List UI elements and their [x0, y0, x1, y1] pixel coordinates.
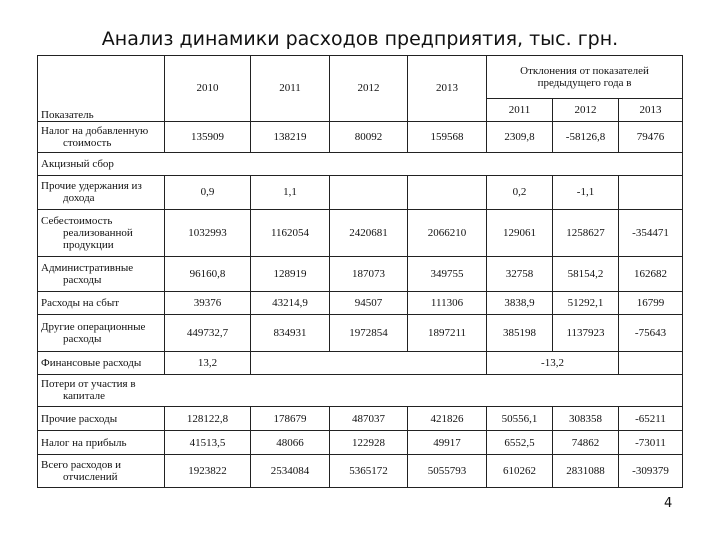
- cell: 487037: [330, 407, 408, 431]
- cell: 178679: [251, 407, 330, 431]
- row-label: [38, 121, 165, 152]
- cell: 41513,5: [165, 431, 251, 455]
- cell: 32758: [487, 257, 553, 292]
- cell: 610262: [487, 454, 553, 487]
- cell: -73011: [619, 431, 683, 455]
- cell: 349755: [408, 257, 487, 292]
- header-indicator: [38, 56, 165, 122]
- table-row: [38, 121, 683, 152]
- row-label: [38, 314, 165, 351]
- cell: 111306: [408, 292, 487, 315]
- cell: 79476: [619, 121, 683, 152]
- cell: 138219: [251, 121, 330, 152]
- cell: 1897211: [408, 314, 487, 351]
- row-label: [38, 454, 165, 487]
- header-deviation-title: Отклонения от показателей предыдущего года в: [487, 56, 683, 99]
- cell: 96160,8: [165, 257, 251, 292]
- cell: 49917: [408, 431, 487, 455]
- row-label-line2: стоимость: [63, 136, 112, 149]
- cell: 48066: [251, 431, 330, 455]
- cell: 1,1: [251, 175, 330, 209]
- table-row: [38, 351, 683, 374]
- row-label-line2: реализованной продукции: [63, 226, 133, 251]
- row-label-line2: дохода: [63, 192, 95, 205]
- cell: 5365172: [330, 454, 408, 487]
- cell: 187073: [330, 257, 408, 292]
- row-label-line1: Налог на добавленную: [41, 124, 149, 137]
- row-label: [38, 209, 165, 256]
- row-label-line1: Прочие удержания из: [41, 180, 142, 193]
- header-row-1: [38, 56, 683, 99]
- header-year-2011: 2011: [251, 56, 330, 122]
- table-row: [38, 314, 683, 351]
- header-indicator-label: Показатель: [41, 108, 94, 121]
- cell: 129061: [487, 209, 553, 256]
- cell: 39376: [165, 292, 251, 315]
- cell: 162682: [619, 257, 683, 292]
- cell: -354471: [619, 209, 683, 256]
- cell: [408, 175, 487, 209]
- row-label-line2: расходы: [63, 332, 102, 345]
- cell: 834931: [251, 314, 330, 351]
- header-year-2010: 2010: [165, 56, 251, 122]
- row-label: [38, 374, 683, 407]
- page-title: Анализ динамики расходов предприятия, тыс. грн.: [101, 28, 619, 50]
- row-label: Прочие расходы: [38, 407, 165, 431]
- row-label: [38, 175, 165, 209]
- cell: 308358: [553, 407, 619, 431]
- cell: -309379: [619, 454, 683, 487]
- cell: -1,1: [553, 175, 619, 209]
- cell: 50556,1: [487, 407, 553, 431]
- cell: [619, 351, 683, 374]
- table-row: [38, 374, 683, 407]
- row-label: Расходы на сбыт: [38, 292, 165, 315]
- cell: [251, 351, 487, 374]
- cell: 5055793: [408, 454, 487, 487]
- row-label: [38, 257, 165, 292]
- table-row: [38, 292, 683, 315]
- row-label-line2: отчислений: [63, 470, 118, 483]
- row-label: Налог на прибыль: [38, 431, 165, 455]
- table-row: [38, 209, 683, 256]
- table-row: [38, 175, 683, 209]
- header-deviation-2012: 2012: [553, 99, 619, 122]
- row-label-line1: Административные: [41, 262, 134, 275]
- cell: 0,2: [487, 175, 553, 209]
- row-label-line2: расходы: [63, 274, 102, 287]
- cell: 58154,2: [553, 257, 619, 292]
- cell: 16799: [619, 292, 683, 315]
- cell: 74862: [553, 431, 619, 455]
- cell: 0,9: [165, 175, 251, 209]
- cell: -65211: [619, 407, 683, 431]
- table-row: [38, 152, 683, 175]
- cell: 1923822: [165, 454, 251, 487]
- cell: 2831088: [553, 454, 619, 487]
- cell: 385198: [487, 314, 553, 351]
- row-label: Финансовые расходы: [38, 351, 165, 374]
- cell: 135909: [165, 121, 251, 152]
- cell: 421826: [408, 407, 487, 431]
- page-number: 4: [664, 496, 673, 511]
- header-deviation-2011: 2011: [487, 99, 553, 122]
- row-label-line1: Себестоимость: [41, 214, 113, 227]
- expense-dynamics-table: [37, 55, 683, 488]
- cell: 6552,5: [487, 431, 553, 455]
- row-label-line1: Всего расходов и: [41, 458, 122, 471]
- row-label-line1: Другие операционные: [41, 320, 146, 333]
- cell: 159568: [408, 121, 487, 152]
- cell: 2309,8: [487, 121, 553, 152]
- cell: 128122,8: [165, 407, 251, 431]
- cell: 3838,9: [487, 292, 553, 315]
- cell: 122928: [330, 431, 408, 455]
- table-row: [38, 431, 683, 455]
- header-deviation-2013: 2013: [619, 99, 683, 122]
- cell: 1162054: [251, 209, 330, 256]
- header-year-2012: 2012: [330, 56, 408, 122]
- row-label: Акцизный сбор: [38, 152, 683, 175]
- cell: -58126,8: [553, 121, 619, 152]
- cell: 1972854: [330, 314, 408, 351]
- table-row: [38, 454, 683, 487]
- cell: [619, 175, 683, 209]
- cell: 128919: [251, 257, 330, 292]
- table-row: [38, 407, 683, 431]
- row-label-line1: Потери от участия в: [41, 378, 136, 391]
- row-label-line2: капитале: [63, 390, 105, 403]
- cell: 80092: [330, 121, 408, 152]
- cell: -75643: [619, 314, 683, 351]
- cell: 1258627: [553, 209, 619, 256]
- header-year-2013: 2013: [408, 56, 487, 122]
- cell: [330, 175, 408, 209]
- cell: 51292,1: [553, 292, 619, 315]
- table-row: [38, 257, 683, 292]
- cell: 43214,9: [251, 292, 330, 315]
- cell: 1032993: [165, 209, 251, 256]
- cell: 2066210: [408, 209, 487, 256]
- cell: -13,2: [487, 351, 619, 374]
- cell: 2534084: [251, 454, 330, 487]
- cell: 449732,7: [165, 314, 251, 351]
- cell: 94507: [330, 292, 408, 315]
- cell: 13,2: [165, 351, 251, 374]
- cell: 2420681: [330, 209, 408, 256]
- cell: 1137923: [553, 314, 619, 351]
